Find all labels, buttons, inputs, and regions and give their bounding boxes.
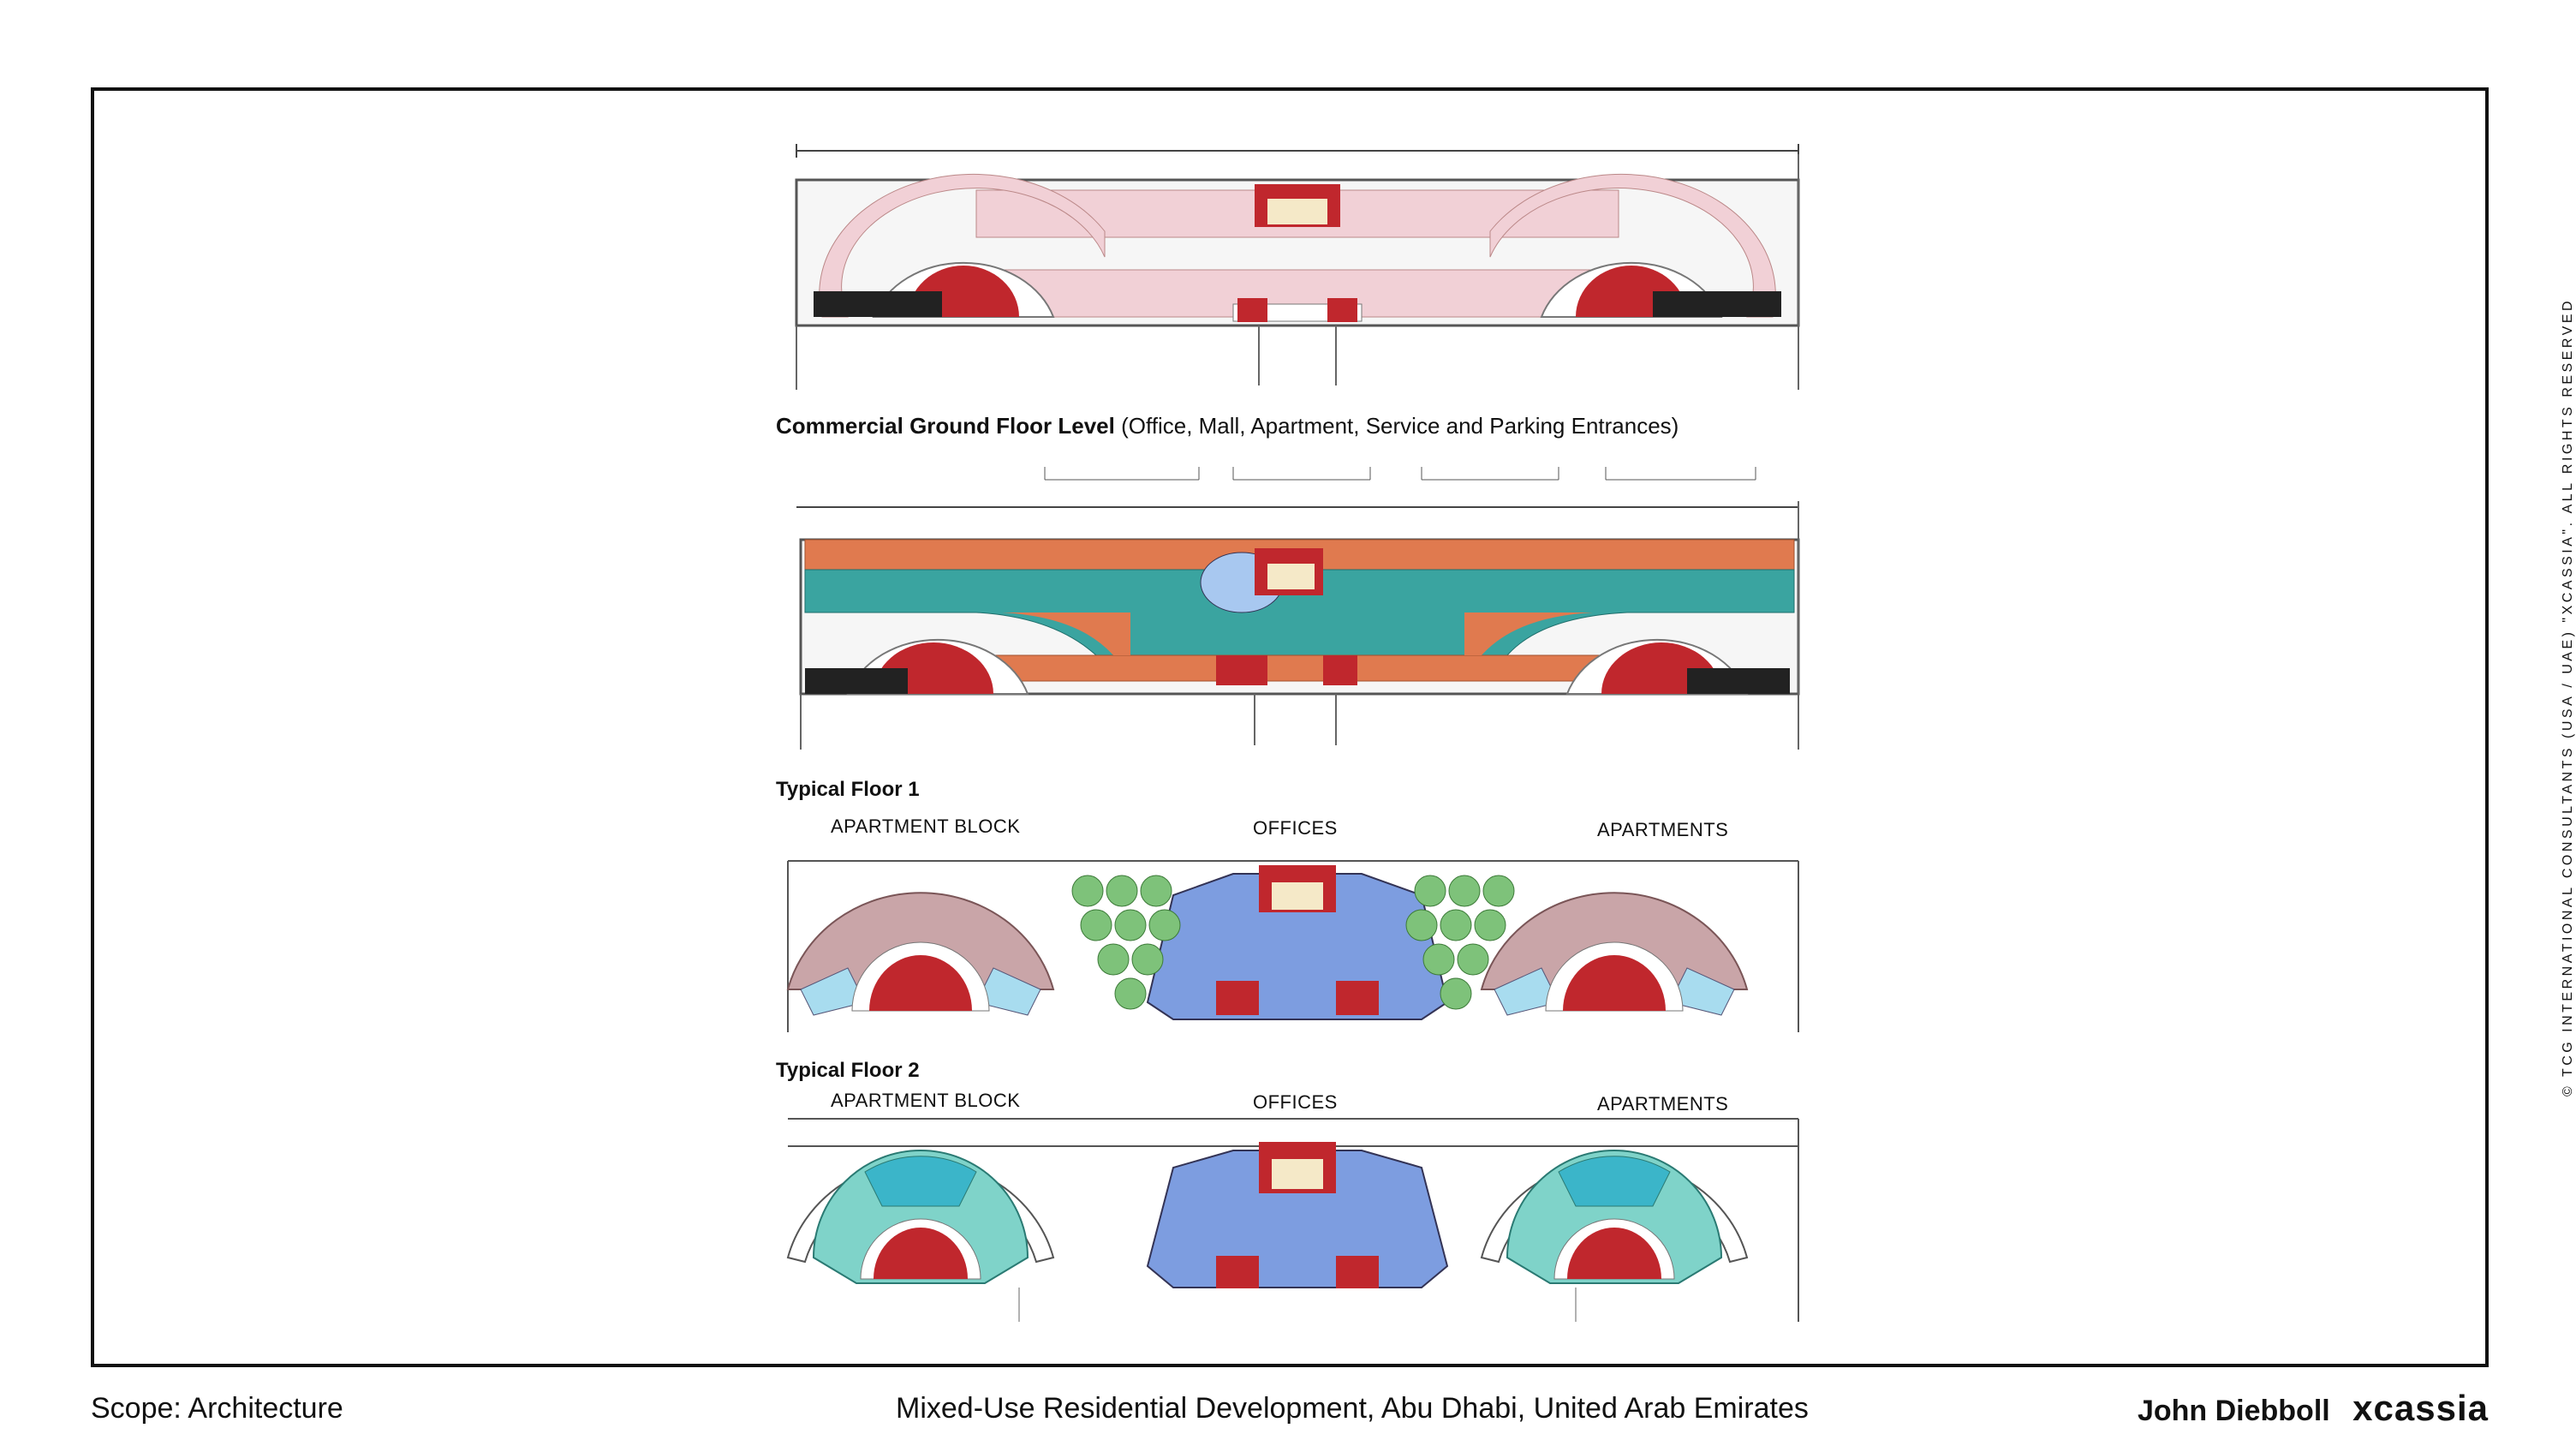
scope-label: Scope: Architecture <box>91 1392 343 1425</box>
typical-floor-1-plan <box>771 840 1824 1037</box>
typical-floor-2-apartments-label: APARTMENTS <box>1597 1093 1729 1114</box>
typical-floor-1-offices-label: OFFICES <box>1253 817 1338 839</box>
project-title: Mixed-Use Residential Development, Abu Dhabi, United Arab Emirates <box>896 1392 1809 1425</box>
brand-block <box>2138 1388 2489 1429</box>
copyright-notice: © TCG INTERNATIONAL CONSULTANTS (USA / UAE) "XCASSIA". ALL RIGHTS RESERVED <box>2561 297 2575 1096</box>
typical-floor-2-plan <box>771 1112 1824 1326</box>
typical-floor-2-offices-label: OFFICES <box>1253 1091 1338 1113</box>
typical-floor-2-apartment-block-label: APARTMENT BLOCK <box>831 1090 1021 1111</box>
xcassia-logo: xcassia <box>2352 1388 2489 1428</box>
typical-floor-2-title: Typical Floor 2 <box>776 1059 920 1082</box>
commercial-ground-floor-plan <box>771 463 1824 754</box>
typical-floor-1-title: Typical Floor 1 <box>776 778 920 801</box>
parking-level-plan <box>771 137 1824 394</box>
commercial-floor-title: Commercial Ground Floor Level <box>776 413 1115 439</box>
commercial-floor-caption <box>776 413 1679 439</box>
author-name: John Diebboll <box>2137 1395 2330 1427</box>
typical-floor-1-apartment-block-label: APARTMENT BLOCK <box>831 816 1021 837</box>
typical-floor-1-apartments-label: APARTMENTS <box>1597 819 1729 840</box>
commercial-floor-subtitle: (Office, Mall, Apartment, Service and Parking Entrances) <box>1121 413 1679 439</box>
